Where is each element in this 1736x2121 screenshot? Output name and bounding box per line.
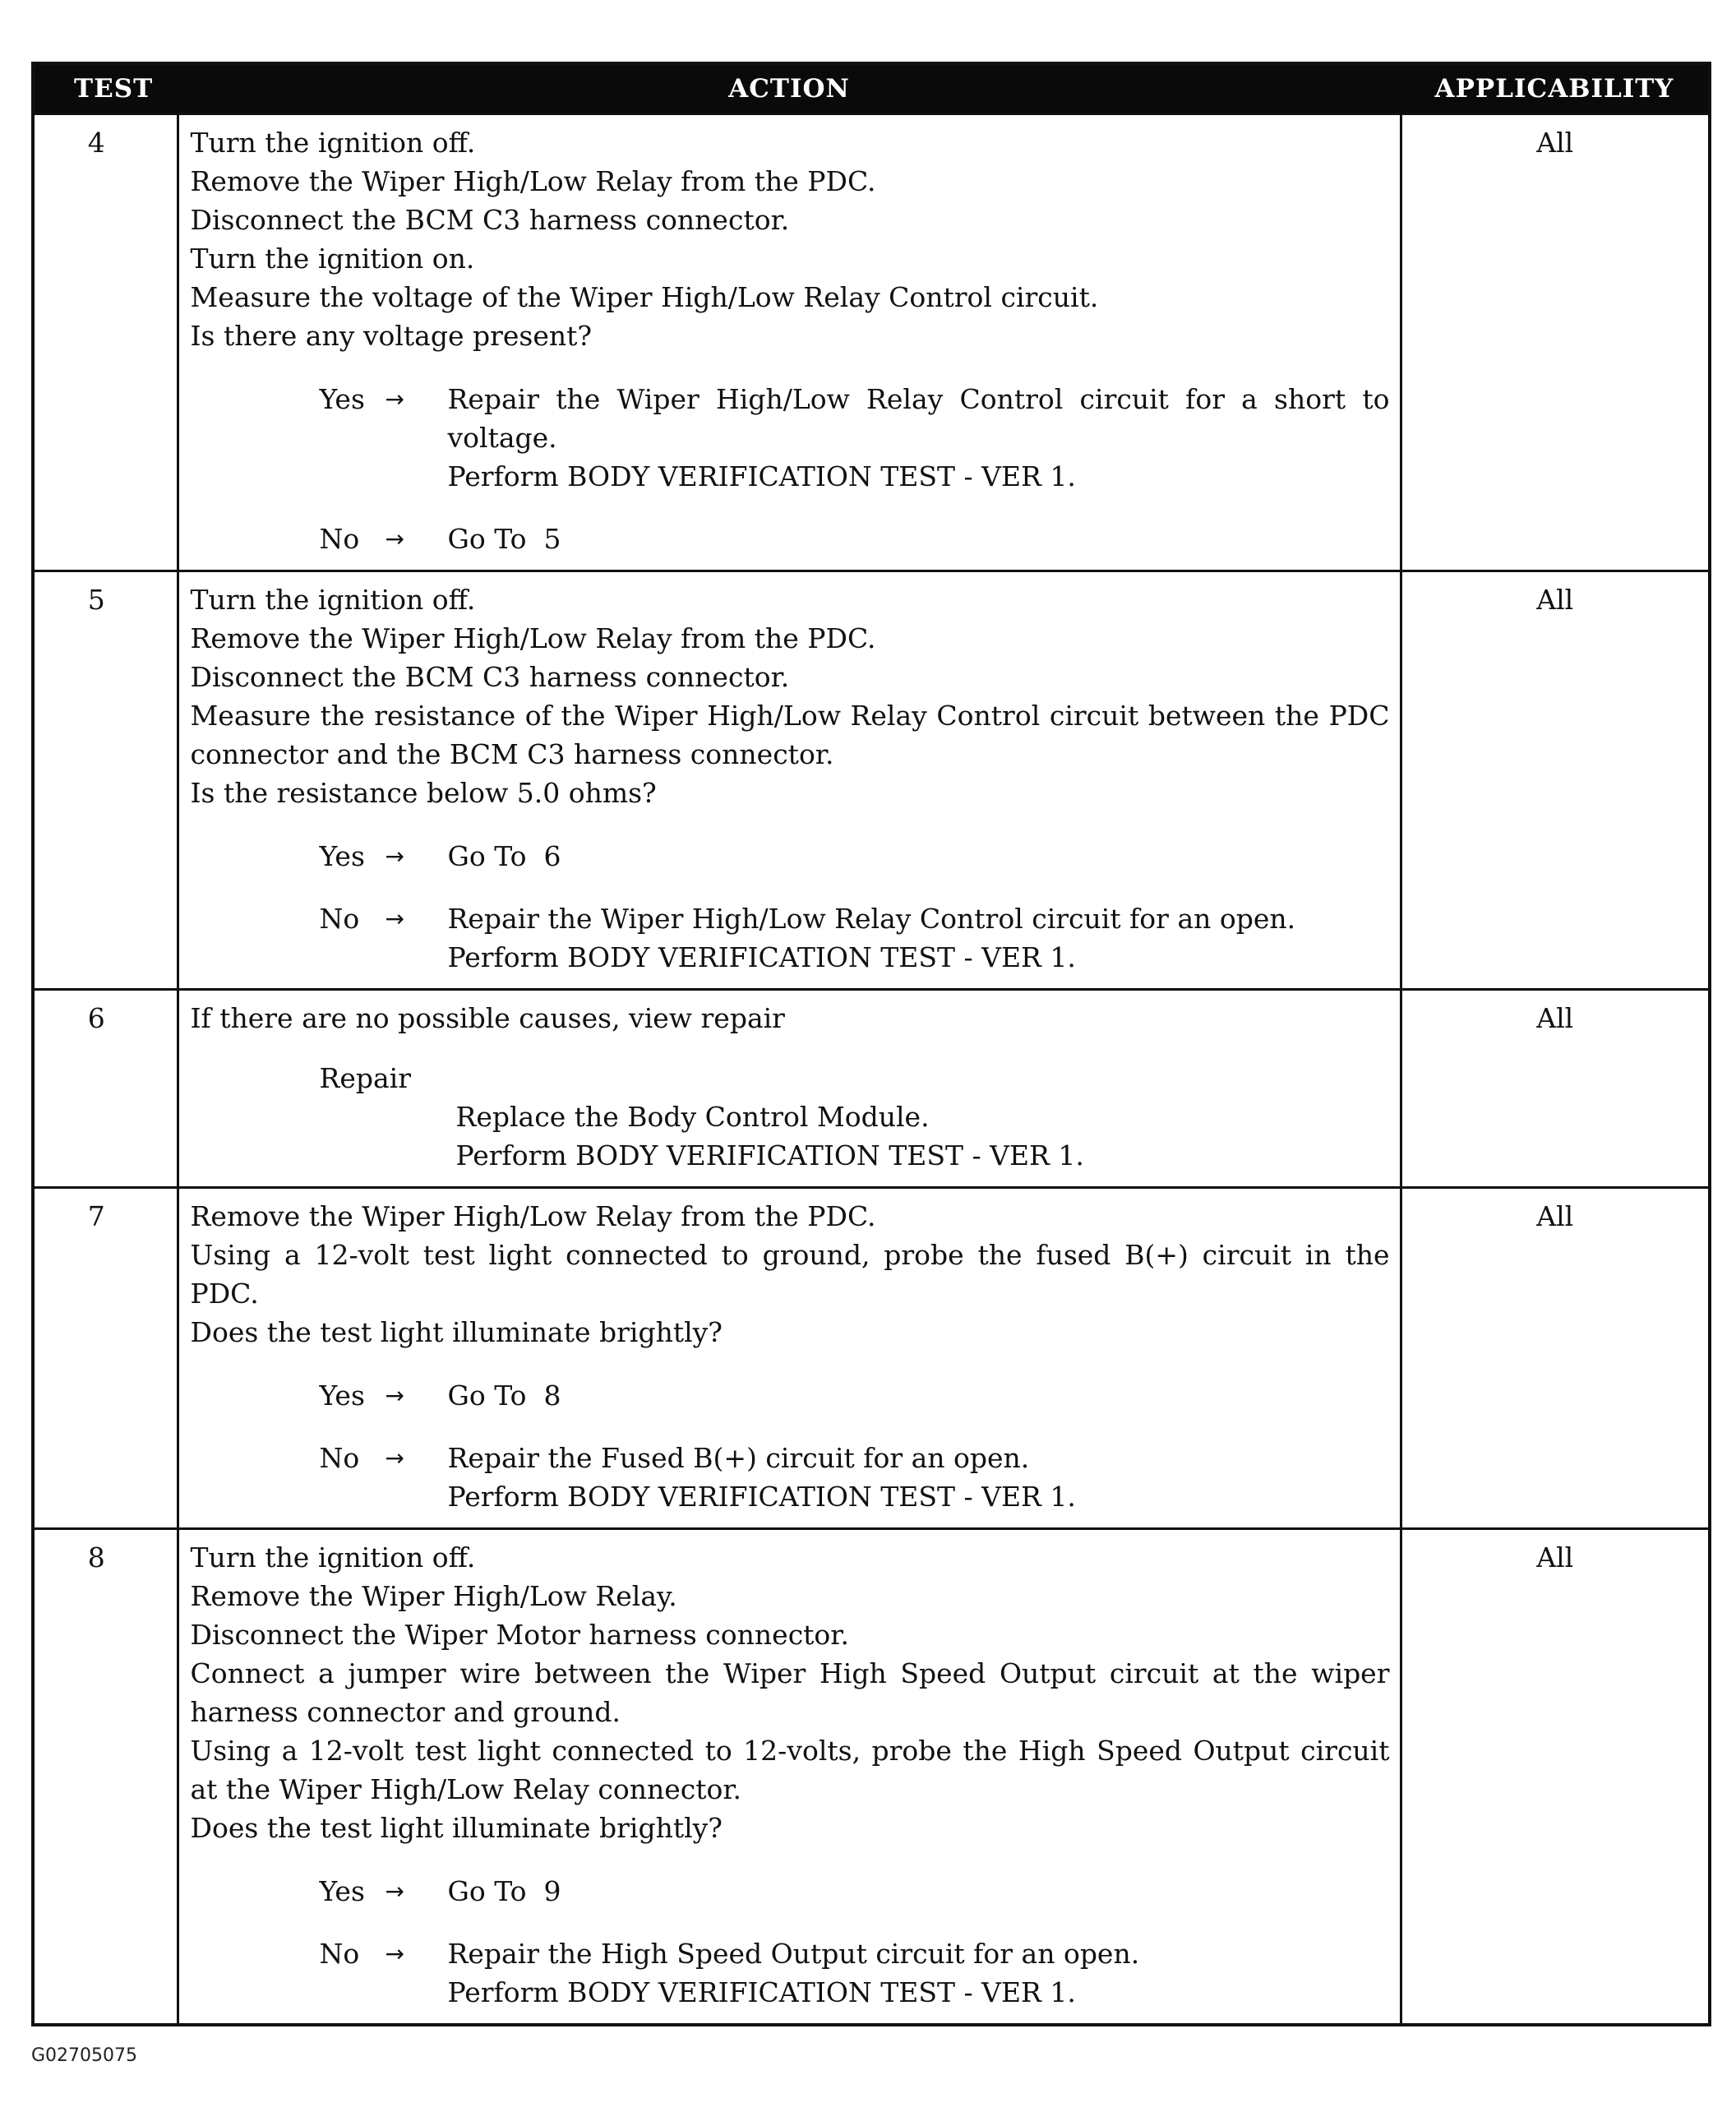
outcome-no — [320, 1934, 1390, 2012]
arrow-icon: → — [385, 386, 404, 413]
action-cell — [178, 990, 1401, 1188]
outcome-label: Yes — [319, 1875, 365, 1907]
outcome-no — [320, 899, 1390, 977]
test-number: 8 — [33, 1529, 178, 2026]
outcome-line: Repair the Wiper High/Low Relay Control circuit for a short to voltage. — [447, 383, 1390, 454]
outcome-text — [448, 380, 1390, 496]
step-text: Is there any voltage present? — [190, 320, 593, 352]
table-header-row — [33, 63, 1710, 114]
test-number: 4 — [33, 114, 178, 571]
outcome-label: No — [319, 903, 360, 935]
header-action: ACTION — [178, 63, 1401, 114]
arrow-icon: → — [385, 1940, 404, 1967]
table-row — [33, 114, 1710, 571]
outcome-yes — [320, 1376, 1390, 1415]
outcome-line: Perform BODY VERIFICATION TEST - VER 1. — [447, 1976, 1076, 2008]
action-cell — [178, 114, 1401, 571]
outcome-text — [448, 837, 1390, 876]
table-row — [33, 571, 1710, 990]
step-text: Turn the ignition on. — [190, 243, 475, 275]
outcome-line: Go To 8 — [447, 1379, 561, 1412]
outcome-text — [448, 520, 1390, 558]
applicability-value: All — [1401, 1188, 1710, 1529]
step-text: Disconnect the BCM C3 harness connector. — [190, 661, 790, 693]
arrow-icon: → — [385, 905, 404, 932]
step-text: Measure the resistance of the Wiper High/Low Relay Control circuit between the PDC connector and the BCM C3 harness connector. — [190, 700, 1390, 770]
table-row — [33, 990, 1710, 1188]
outcome-text — [448, 1872, 1390, 1911]
header-applicability: APPLICABILITY — [1401, 63, 1710, 114]
step-text: Is the resistance below 5.0 ohms? — [190, 777, 657, 809]
figure-id: G02705075 — [31, 2045, 138, 2066]
applicability-value: All — [1401, 990, 1710, 1188]
outcome-line: Perform BODY VERIFICATION TEST - VER 1. — [447, 460, 1076, 492]
test-number: 7 — [33, 1188, 178, 1529]
diagnostic-test-table — [31, 62, 1711, 2026]
outcome-line: Perform BODY VERIFICATION TEST - VER 1. — [447, 1481, 1076, 1513]
repair-label: Repair — [319, 1062, 412, 1094]
outcome-label: No — [319, 1442, 360, 1474]
outcome-text — [448, 1934, 1390, 2012]
outcome-line: Go To 5 — [447, 523, 561, 555]
step-text: Using a 12-volt test light connected to 12-volts, probe the High Speed Output circuit at the Wiper High/Low Relay connector. — [190, 1735, 1390, 1805]
outcome-line: Repair the High Speed Output circuit for an open. — [447, 1938, 1140, 1970]
action-cell — [178, 571, 1401, 990]
outcome-text — [448, 899, 1390, 977]
step-text: Disconnect the BCM C3 harness connector. — [190, 204, 790, 236]
outcome-text — [448, 1439, 1390, 1516]
applicability-value: All — [1401, 1529, 1710, 2026]
outcome-label: Yes — [319, 1379, 365, 1412]
repair-text: Perform BODY VERIFICATION TEST - VER 1. — [455, 1139, 1084, 1171]
arrow-icon: → — [385, 525, 404, 552]
outcome-no — [320, 1439, 1390, 1516]
outcome-line: Perform BODY VERIFICATION TEST - VER 1. — [447, 941, 1076, 973]
outcome-text — [448, 1376, 1390, 1415]
step-text: Using a 12-volt test light connected to ground, probe the fused B(+) circuit in the PDC. — [190, 1239, 1390, 1310]
step-text: Disconnect the Wiper Motor harness connector. — [190, 1619, 849, 1651]
step-text: Remove the Wiper High/Low Relay from the PDC. — [190, 1200, 876, 1232]
applicability-value: All — [1401, 114, 1710, 571]
step-text: Turn the ignition off. — [190, 1541, 476, 1573]
step-text: Does the test light illuminate brightly? — [190, 1812, 723, 1844]
test-number: 6 — [33, 990, 178, 1188]
outcome-no — [320, 520, 1390, 558]
step-text: If there are no possible causes, view repair — [190, 1002, 785, 1034]
outcome-line: Repair the Fused B(+) circuit for an open. — [447, 1442, 1030, 1474]
action-cell — [178, 1188, 1401, 1529]
step-text: Remove the Wiper High/Low Relay from the PDC. — [190, 165, 876, 197]
test-number: 5 — [33, 571, 178, 990]
outcome-yes — [320, 837, 1390, 876]
arrow-icon: → — [385, 1878, 404, 1905]
outcome-yes — [320, 1872, 1390, 1911]
outcome-line: Go To 6 — [447, 840, 561, 872]
step-text: Connect a jumper wire between the Wiper High Speed Output circuit at the wiper harness connector and ground. — [190, 1657, 1390, 1728]
arrow-icon: → — [385, 1444, 404, 1472]
step-text: Turn the ignition off. — [190, 584, 476, 616]
action-cell — [178, 1529, 1401, 2026]
step-text: Remove the Wiper High/Low Relay. — [190, 1580, 677, 1612]
outcome-label: Yes — [319, 383, 365, 415]
outcome-line: Repair the Wiper High/Low Relay Control circuit for an open. — [447, 903, 1296, 935]
arrow-icon: → — [385, 1382, 404, 1409]
step-text: Does the test light illuminate brightly? — [190, 1316, 723, 1348]
table-row — [33, 1529, 1710, 2026]
step-text: Measure the voltage of the Wiper High/Low Relay Control circuit. — [190, 281, 1099, 313]
repair-text: Replace the Body Control Module. — [455, 1101, 930, 1133]
applicability-value: All — [1401, 571, 1710, 990]
outcome-label: Yes — [319, 840, 365, 872]
arrow-icon: → — [385, 843, 404, 870]
outcome-label: No — [319, 523, 360, 555]
table-row — [33, 1188, 1710, 1529]
step-text: Turn the ignition off. — [190, 127, 476, 159]
outcome-yes — [320, 380, 1390, 496]
outcome-label: No — [319, 1938, 360, 1970]
header-test: TEST — [33, 63, 178, 114]
step-text: Remove the Wiper High/Low Relay from the PDC. — [190, 622, 876, 654]
outcome-line: Go To 9 — [447, 1875, 561, 1907]
